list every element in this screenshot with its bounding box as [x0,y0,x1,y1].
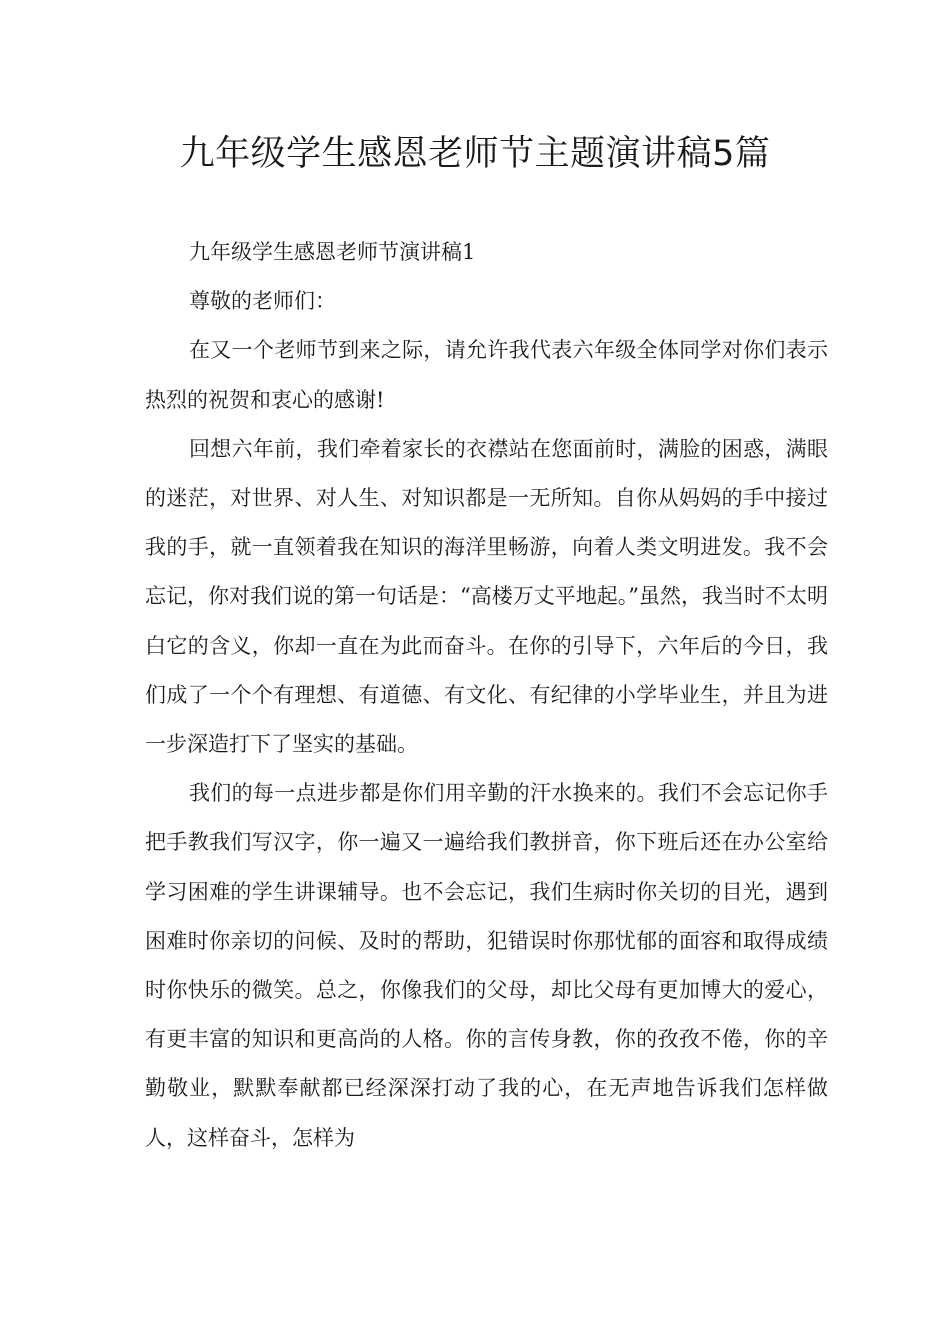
salutation-paragraph: 尊敬的老师们： [189,289,336,314]
body-paragraph-2: 回想六年前，我们牵着家长的衣襟站在您面前时，满脸的困惑，满眼的迷茫，对世界、对人生、对知识都是一无所知。自你从妈妈的手中接过我的手，就一直领着我在知识的海洋里畅游，向着人类文明进发。我不会忘记，你对我们说的第一句话是：“高楼万丈平地起。”虽然，我当时不太明白它的含义，你却一直在为此而奋斗。在你的引导下，六年后的今日，我们成了一个个有理想、有道德、有文化、有纪律的小学毕业生，并且为进一步深造打下了坚实的基础。 [145,436,828,757]
document-body [145,228,828,1163]
body-paragraph-1: 在又一个老师节到来之际，请允许我代表六年级全体同学对你们表示热烈的祝贺和衷心的感谢! [145,338,828,412]
body-paragraph-3: 我们的每一点进步都是你们用辛勤的汗水换来的。我们不会忘记你手把手教我们写汉字，你一遍又一遍给我们教拼音，你下班后还在办公室给学习困难的学生讲课辅导。也不会忘记，我们生病时你关切的目光，遇到困难时你亲切的问候、及时的帮助，犯错误时你那忧郁的面容和取得成绩时你快乐的微笑。总之，你像我们的父母，却比父母有更加博大的爱心，有更丰富的知识和更高尚的人格。你的言传身教，你的孜孜不倦，你的辛勤敬业，默默奉献都已经深深打动了我的心，在无声地告诉我们怎样做人，这样奋斗，怎样为 [145,781,828,1150]
subtitle-paragraph: 九年级学生感恩老师节演讲稿1 [189,240,476,264]
document-title: 九年级学生感恩老师节主题演讲稿5篇 [179,134,771,174]
